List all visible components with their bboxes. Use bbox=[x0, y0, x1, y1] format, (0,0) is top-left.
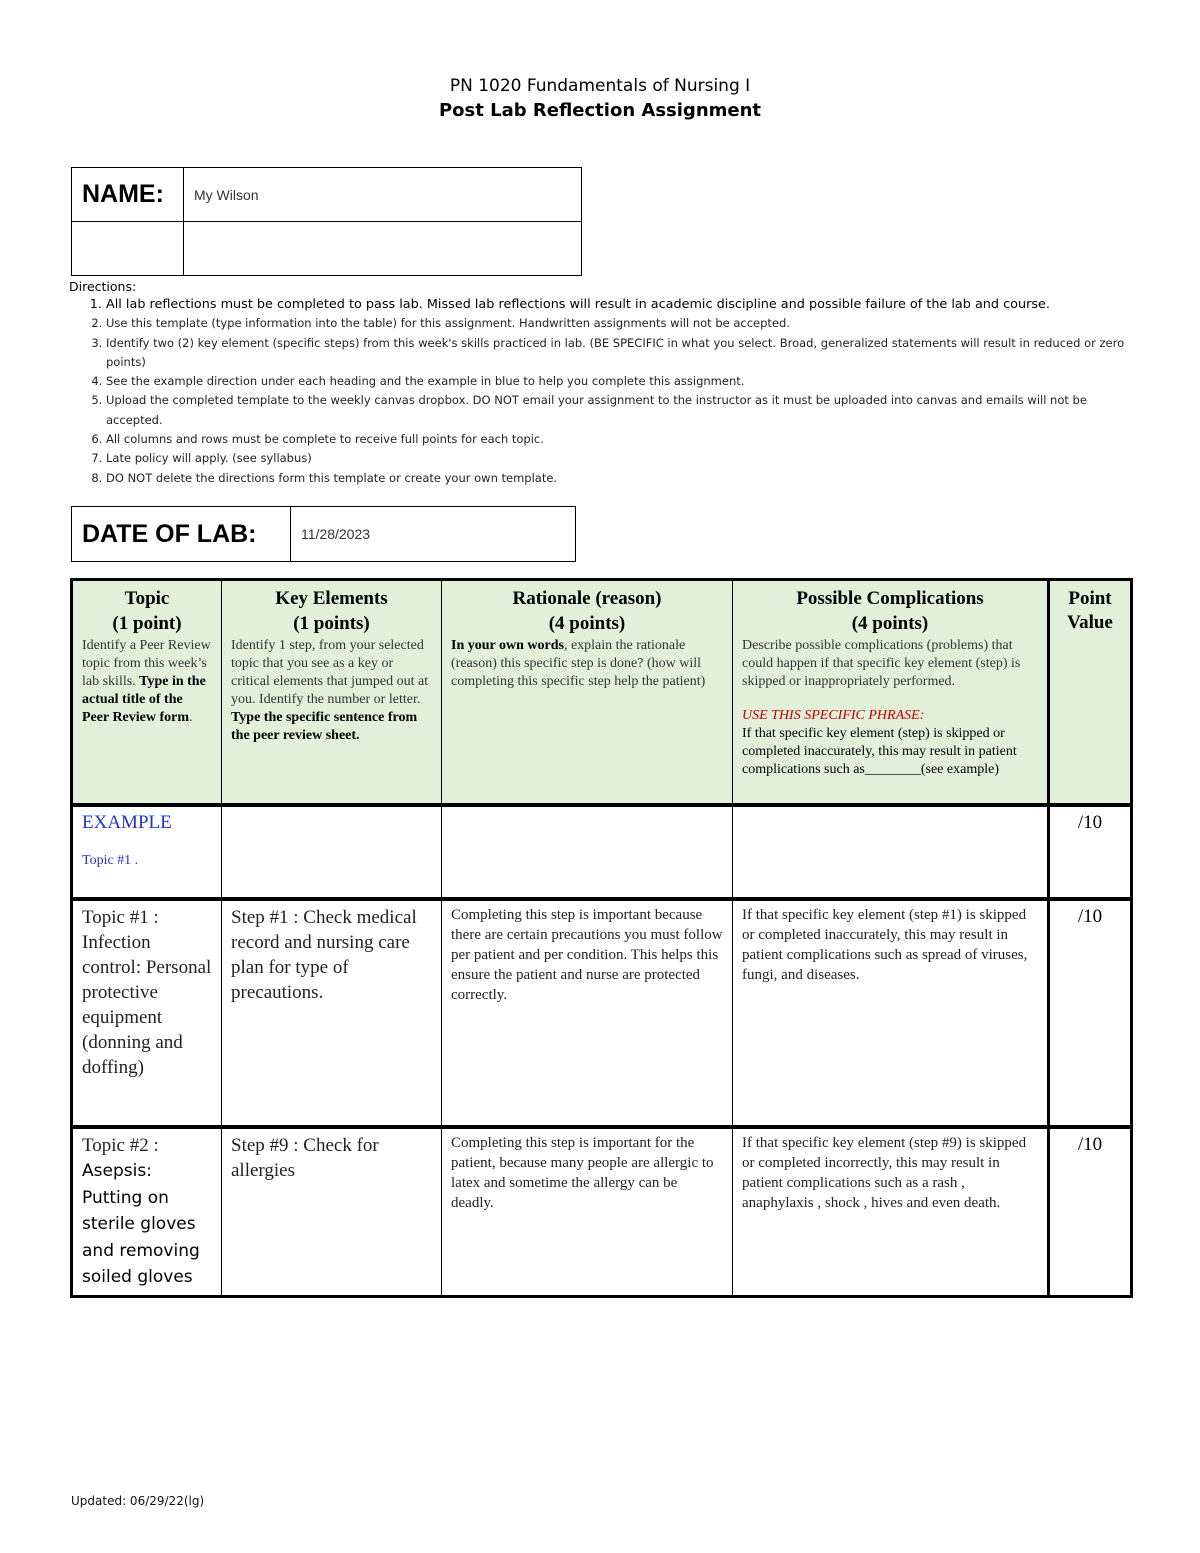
directions-item: 5. Upload the completed template to the weekly canvas dropbox. DO NOT email your assignment to the instructor as it must be uploaded into canvas and emails will not be accepted. bbox=[106, 391, 1129, 430]
topic-cell[interactable] bbox=[72, 899, 222, 1127]
reflection-table bbox=[70, 578, 1133, 1298]
rationale-text: Completing this step is important for the patient, because many people are allergic to latex and sometime the allergy can be deadly. bbox=[451, 1135, 714, 1211]
header-rationale-points: (4 points) bbox=[548, 613, 626, 634]
name-table-empty-label bbox=[72, 222, 184, 276]
header-topic-points: (1 point) bbox=[112, 613, 182, 634]
header-rationale bbox=[442, 580, 733, 806]
key-element-cell[interactable] bbox=[222, 899, 442, 1127]
header-complications bbox=[733, 580, 1049, 806]
key-element-text: Step #9 : Check for allergies bbox=[231, 1135, 379, 1181]
topic-prefix: Topic #2 : bbox=[82, 1135, 159, 1156]
name-table bbox=[71, 167, 582, 276]
example-topic-cell bbox=[72, 805, 222, 899]
example-complication-cell[interactable] bbox=[733, 805, 1049, 899]
table-header-row bbox=[72, 580, 1132, 806]
complication-cell[interactable] bbox=[733, 899, 1049, 1127]
directions-list bbox=[69, 295, 1129, 488]
header-key-elements-points: (1 points) bbox=[293, 613, 370, 634]
key-element-cell[interactable] bbox=[222, 1127, 442, 1296]
date-label: DATE OF LAB: bbox=[72, 507, 291, 562]
name-table-empty-field[interactable] bbox=[184, 222, 582, 276]
example-key-element-cell[interactable] bbox=[222, 805, 442, 899]
directions-item: 8. DO NOT delete the directions form this template or create your own template. bbox=[106, 469, 1129, 488]
header-key-elements bbox=[222, 580, 442, 806]
example-row bbox=[72, 805, 1132, 899]
header-point-value bbox=[1049, 580, 1132, 806]
directions-item: 7. Late policy will apply. (see syllabus) bbox=[106, 449, 1129, 468]
course-title: PN 1020 Fundamentals of Nursing I bbox=[449, 76, 751, 96]
header-complications-phrase-label: USE THIS SPECIFIC PHRASE: bbox=[742, 708, 925, 723]
example-label: EXAMPLE bbox=[82, 812, 172, 833]
directions-item: 4. See the example direction under each heading and the example in blue to help you complete this assignment. bbox=[106, 372, 1129, 391]
directions-heading: Directions: bbox=[69, 279, 137, 294]
header-complications-title: Possible Complications bbox=[796, 588, 984, 609]
footer-updated: Updated: 06/29/22(lg) bbox=[71, 1494, 205, 1508]
header-complications-description: Describe possible complications (problems) that could happen if that specific key element (step) is skipped or inappropriately performed. bbox=[742, 638, 1021, 689]
name-field[interactable]: My Wilson bbox=[184, 168, 582, 222]
example-points: /10 bbox=[1077, 812, 1103, 833]
header-topic-description: Identify a Peer Review topic from this week’s lab skills. Type in the actual title of the Peer Review form. bbox=[82, 638, 211, 725]
header-key-elements-title: Key Elements bbox=[275, 588, 388, 609]
directions-item: 6. All columns and rows must be complete to receive full points for each topic. bbox=[106, 430, 1129, 449]
header-topic bbox=[72, 580, 222, 806]
example-rationale-cell[interactable] bbox=[442, 805, 733, 899]
directions bbox=[69, 279, 1129, 488]
complication-cell[interactable] bbox=[733, 1127, 1049, 1296]
header-point-value-line2: Value bbox=[1067, 612, 1113, 633]
topic-cell[interactable] bbox=[72, 1127, 222, 1296]
table-row bbox=[72, 1127, 1132, 1296]
complication-text: If that specific key element (step #1) is skipped or completed inaccurately, this may result in patient complications such as spread of viruses, fungi, and diseases. bbox=[742, 907, 1028, 983]
points-value: /10 bbox=[1077, 1134, 1103, 1155]
date-field[interactable]: 11/28/2023 bbox=[291, 507, 576, 562]
example-topic: Topic #1 . bbox=[82, 853, 139, 868]
points-cell bbox=[1049, 1127, 1132, 1296]
header-key-elements-description: Identify 1 step, from your selected topic that you see as a key or critical elements that jumped out at you. Identify the number or letter. Type the specific sentence from the peer review sheet. bbox=[231, 638, 429, 743]
date-table bbox=[71, 506, 576, 562]
header-rationale-title: Rationale (reason) bbox=[512, 588, 662, 609]
directions-item: 2. Use this template (type information into the table) for this assignment. Handwritten assignments will not be accepted. bbox=[106, 314, 1129, 333]
page-header bbox=[0, 74, 1200, 124]
header-point-value-line1: Point bbox=[1068, 588, 1112, 609]
name-label: NAME: bbox=[72, 168, 184, 222]
directions-item: 1. All lab reflections must be completed to pass lab. Missed lab reflections will result in academic discipline and possible failure of the lab and course. bbox=[106, 295, 1129, 314]
topic-text: Topic #1 : Infection control: Personal protective equipment (donning and doffing) bbox=[82, 907, 212, 1078]
example-points-cell bbox=[1049, 805, 1132, 899]
rationale-text: Completing this step is important because there are certain precautions you must follow per patient and per condition. This helps this ensure the patient and nurse are protected correctly. bbox=[451, 907, 723, 1003]
assignment-title: Post Lab Reflection Assignment bbox=[438, 100, 762, 121]
header-complications-phrase: If that specific key element (step) is skipped or completed inaccurately, this may result in patient complications such as________(see example) bbox=[742, 726, 1017, 777]
complication-text: If that specific key element (step #9) is skipped or completed incorrectly, this may result in patient complications such as a rash , anaphylaxis , shock , hives and even death. bbox=[742, 1135, 1027, 1211]
key-element-text: Step #1 : Check medical record and nursing care plan for type of precautions. bbox=[231, 907, 417, 1003]
header-complications-points: (4 points) bbox=[851, 613, 929, 634]
rationale-cell[interactable] bbox=[442, 1127, 733, 1296]
directions-item: 3. Identify two (2) key element (specific steps) from this week's skills practiced in lab. (BE SPECIFIC in what you select. Broad, generalized statements will result in reduced or zero points) bbox=[106, 334, 1129, 373]
header-rationale-description: In your own words, explain the rationale (reason) this specific step is done? (how will completing this specific step help the patient) bbox=[451, 638, 706, 689]
points-cell bbox=[1049, 899, 1132, 1127]
topic-text: Asepsis: Putting on sterile gloves and removing soiled gloves bbox=[82, 1161, 200, 1287]
table-row bbox=[72, 899, 1132, 1127]
rationale-cell[interactable] bbox=[442, 899, 733, 1127]
header-topic-title: Topic bbox=[124, 588, 170, 609]
points-value: /10 bbox=[1077, 906, 1103, 927]
